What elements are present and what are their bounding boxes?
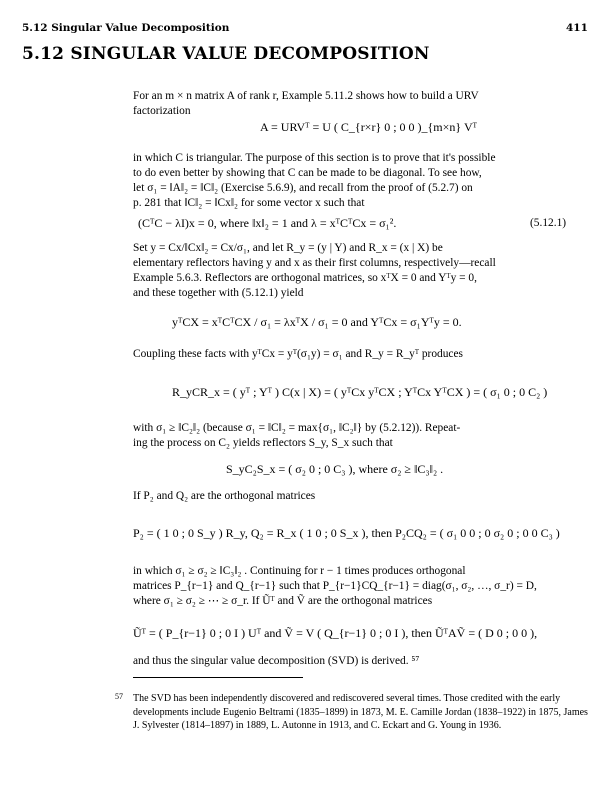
- footnote-rule: [133, 677, 303, 678]
- body-line: in which C is triangular. The purpose of this section is to prove that it's possible: [133, 152, 496, 164]
- body-line: Coupling these facts with yᵀCx = yᵀ(σ₁y) = σ₁ and R_y = R_yᵀ produces: [133, 348, 463, 360]
- body-line: let σ₁ = ‖A‖₂ = ‖C‖₂ (Exercise 5.6.9), and recall from the proof of (5.2.7) on: [133, 182, 473, 194]
- body-line: to do even better by showing that C can be made to be diagonal. To see how,: [133, 167, 482, 179]
- equation-sycs: S_yC₂S_x = ( σ₂ 0 ; 0 C₃ ), where σ₂ ≥ ‖C₃‖₂ .: [226, 462, 444, 476]
- equation-label-5-12-1: (5.12.1): [530, 217, 567, 229]
- section-heading: 5.12 SINGULAR VALUE DECOMPOSITION: [22, 44, 430, 64]
- page-number: 411: [566, 22, 588, 34]
- body-line: p. 281 that ‖C‖₂ = ‖Cx‖₂ for some vector x such that: [133, 197, 365, 209]
- body-line: and these together with (5.12.1) yield: [133, 287, 304, 299]
- equation-utv: Ũᵀ = ( P_{r−1} 0 ; 0 I ) Uᵀ and Ṽ = V ( Q_{r−1} 0 ; 0 I ), then ŨᵀAṼ = ( D 0 ; 0 0 ),: [133, 626, 538, 640]
- body-line: For an m × n matrix A of rank r, Example 5.11.2 shows how to build a URV: [133, 90, 479, 102]
- body-line: matrices P_{r−1} and Q_{r−1} such that P_{r−1}CQ_{r−1} = diag(σ₁, σ₂, …, σ_r) = D,: [133, 580, 537, 592]
- equation-rycrx: R_yCR_x = ( yᵀ ; Yᵀ ) C(x | X) = ( yᵀCx yᵀCX ; YᵀCx YᵀCX ) = ( σ₁ 0 ; 0 C₂ ): [172, 385, 548, 399]
- body-line: Example 5.6.3. Reflectors are orthogonal matrices, so xᵀX = 0 and Yᵀy = 0,: [133, 272, 477, 284]
- equation-urv: A = URVᵀ = U ( C_{r×r} 0 ; 0 0 )_{m×n} Vᵀ: [260, 120, 477, 134]
- body-line: Set y = Cx/‖Cx‖₂ = Cx/σ₁, and let R_y = (y | Y) and R_x = (x | X) be: [133, 242, 443, 254]
- footnote-number: 57: [115, 692, 123, 701]
- body-line: elementary reflectors having y and x as their first columns, respectively—recall: [133, 257, 496, 269]
- body-line: where σ₁ ≥ σ₂ ≥ ⋯ ≥ σ_r. If Ũᵀ and Ṽ are the orthogonal matrices: [133, 595, 433, 607]
- body-line: ing the process on C₂ yields reflectors S_y, S_x such that: [133, 437, 393, 449]
- body-line: factorization: [133, 105, 191, 117]
- footnote-text: The SVD has been independently discovered and rediscovered several times. Those credited with the early developments include Eugenio Beltrami (1835–1899) in 1873, M. E. Camille Jordan (1838–1922) in 1875, James J. Sylvester (1814–1897) in 1889, L. Autonne in 1913, and C. Eckart and G. Young in 1936.: [133, 693, 588, 731]
- equation-ytcx: yᵀCX = xᵀCᵀCX / σ₁ = λxᵀX / σ₁ = 0 and YᵀCx = σ₁Yᵀy = 0.: [172, 315, 462, 329]
- equation-5-12-1: (CᵀC − λI)x = 0, where ‖x‖₂ = 1 and λ = xᵀCᵀCx = σ₁².: [138, 216, 397, 230]
- body-line: and thus the singular value decomposition (SVD) is derived. ⁵⁷: [133, 655, 420, 667]
- body-line: in which σ₁ ≥ σ₂ ≥ ‖C₃‖₂ . Continuing for r − 1 times produces orthogonal: [133, 565, 466, 577]
- running-header-title: 5.12 Singular Value Decomposition: [22, 22, 230, 34]
- body-line: If P₂ and Q₂ are the orthogonal matrices: [133, 490, 316, 502]
- equation-p2q2: P₂ = ( 1 0 ; 0 S_y ) R_y, Q₂ = R_x ( 1 0 ; 0 S_x ), then P₂CQ₂ = ( σ₁ 0 0 ; 0 σ₂ 0 ; 0 0 C₃ ): [133, 526, 560, 540]
- body-line: with σ₁ ≥ ‖C₂‖₂ (because σ₁ = ‖C‖₂ = max{σ₁, ‖C₂‖} by (5.2.12)). Repeat-: [133, 422, 461, 434]
